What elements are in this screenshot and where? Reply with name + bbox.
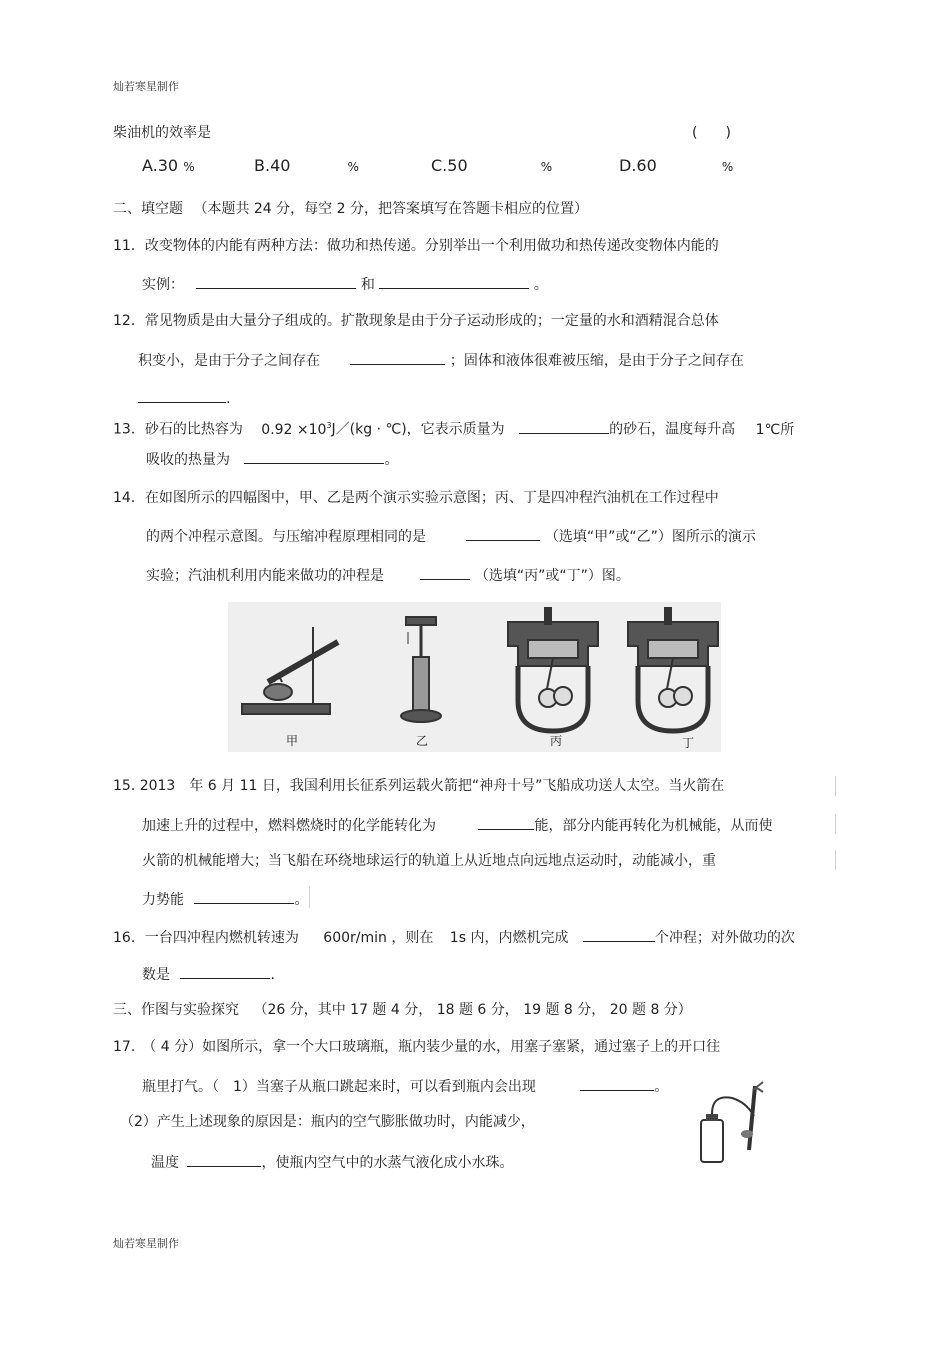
q14-line2 (146, 526, 756, 546)
q10-option-a (142, 157, 195, 176)
q10-option-b (254, 157, 359, 176)
q17-figure (697, 1078, 777, 1168)
q15-border-right-2 (835, 814, 836, 834)
q12-line2 (138, 350, 744, 370)
q17-text-b: 。 (654, 1079, 669, 1095)
q17-text-d: ，使瓶内空气中的水蒸气液化成小水珠。 (261, 1155, 514, 1171)
q17-blank-2[interactable] (187, 1152, 261, 1167)
q17-bottle-pump-drawing (697, 1078, 777, 1168)
q15-text-b: 能，部分内能再转化为机械能，从而使 (534, 818, 773, 834)
q12-line3 (138, 388, 230, 408)
q10-stem: 柴油机的效率是 (113, 125, 211, 141)
q13-end: 。 (384, 452, 399, 468)
q15-line3: 火箭的机械能增大；当飞船在环绕地球运行的轨道上从近地点向远地点运动时，动能减小，重 (142, 853, 716, 869)
q14-text-b: （选填“甲”或“乙”）图所示的演示 (544, 529, 756, 545)
q14-blank-2[interactable] (420, 565, 470, 580)
figure-ding-engine (628, 608, 718, 731)
q11-and: 和 (360, 277, 375, 293)
q12-text-b: ；固体和液体很难被压缩，是由于分子之间存在 (449, 353, 744, 369)
q16-blank-1[interactable] (583, 927, 655, 942)
figure-label-bing: 丙 (550, 734, 563, 748)
figure-label-yi: 乙 (416, 734, 429, 748)
figure-label-ding: 丁 (682, 736, 695, 750)
q17-text-c: 温度 (151, 1155, 179, 1171)
q16-time: 1s (449, 930, 466, 946)
q15-blank-2[interactable] (194, 889, 294, 904)
section3-heading (113, 1001, 692, 1019)
figure-bing-engine (508, 608, 598, 731)
figure-label-jia: 甲 (286, 734, 299, 748)
q17-blank-1[interactable] (580, 1076, 654, 1091)
q14-line3 (146, 565, 630, 585)
q13-blank-mass[interactable] (519, 419, 609, 434)
q16-text-c: 内，内燃机完成 (470, 930, 569, 946)
q15-line4 (142, 889, 308, 909)
q15-border-right-3 (835, 850, 836, 870)
q16-text-a: 16．一台四冲程内燃机转速为 (113, 930, 299, 946)
q16-text-d: 个冲程；对外做功的次 (654, 930, 795, 946)
q13-temp: 1℃所 (755, 421, 795, 438)
page-header: 灿若寒星制作 (113, 80, 179, 93)
q10-option-d (619, 157, 733, 176)
option-d-label: D.60 (619, 156, 657, 175)
figure-yi-apparatus (401, 617, 441, 722)
q13-line1 (113, 417, 794, 439)
q14-line1: 14．在如图所示的四幅图中，甲、乙是两个演示实验示意图；丙、丁是四冲程汽油机在工作过程中 (113, 490, 719, 506)
q14-blank-1[interactable] (466, 526, 540, 541)
q15-text-c: 力势能 (142, 892, 184, 908)
q15-line1: 15. 2013 年 6 月 11 日，我国利用长征系列运载火箭把“神舟十号”飞船成功送人太空。当火箭在 (113, 778, 725, 794)
section3-title: 三、作图与实验探究 (113, 1002, 239, 1018)
q16-line2 (142, 964, 275, 984)
q11-line2 (142, 274, 548, 294)
q15-end: 。 (294, 892, 309, 908)
figure-jia-apparatus (242, 627, 338, 714)
section3-note: （26 分，其中 17 题 4 分， 18 题 6 分， 19 题 8 分， 20 题 8 分） (253, 1002, 692, 1018)
q11-blank-heat[interactable] (379, 274, 529, 289)
q11-prefix: 实例： (142, 277, 184, 293)
q15-border-right-1 (835, 776, 836, 796)
q11-blank-work[interactable] (196, 274, 356, 289)
q11-line1: 11．改变物体的内能有两种方法：做功和热传递。分别举出一个利用做功和热传递改变物体内能的 (113, 238, 719, 254)
q12-line1: 12．常见物质是由大量分子组成的。扩散现象是由于分子运动形成的；一定量的水和酒精混合总体 (113, 313, 719, 329)
q17-line2 (142, 1076, 668, 1096)
q16-end: . (270, 967, 275, 983)
q16-speed: 600r/min (323, 930, 387, 946)
option-a-label: A.30 (142, 156, 179, 175)
q15-blank-1[interactable] (478, 815, 534, 830)
q12-text-a: 积变小，是由于分子之间存在 (138, 353, 320, 369)
q11-end: 。 (533, 277, 548, 293)
q16-blank-2[interactable] (180, 964, 270, 979)
q14-text-c: 实验；汽油机利用内能来做功的冲程是 (146, 568, 384, 584)
q16-text-e: 数是 (142, 967, 170, 983)
option-a-unit: % (183, 160, 195, 174)
q13-line2 (146, 449, 398, 469)
q17-line3: （2）产生上述现象的原因是：瓶内的空气膨胀做功时，内能减少， (120, 1114, 535, 1130)
q16-text-b: ，则在 (391, 930, 434, 946)
section2-heading (113, 200, 588, 218)
option-c-unit: % (540, 160, 553, 174)
q15-border-right-4 (309, 886, 310, 908)
q16-line1 (113, 927, 795, 947)
q13-unit: J／(kg · ℃)，它表示质量为 (331, 421, 505, 438)
q12-blank-2[interactable] (138, 388, 226, 403)
q14-figure (228, 602, 721, 752)
q10-option-c (431, 157, 552, 176)
q17-line4 (151, 1152, 513, 1172)
q12-blank-1[interactable] (350, 350, 445, 365)
q13-text-a: 13．砂石的比热容为 (113, 421, 243, 438)
option-c-label: C.50 (431, 156, 468, 175)
q15-text-a: 加速上升的过程中，燃料燃烧时的化学能转化为 (142, 818, 436, 834)
section2-title: 二、填空题 (113, 201, 183, 217)
q14-text-a: 的两个冲程示意图。与压缩冲程原理相同的是 (146, 529, 426, 545)
option-b-unit: % (347, 160, 359, 174)
q17-text-a: 瓶里打气。（ 1）当塞子从瓶口跳起来时，可以看到瓶内会出现 (142, 1079, 536, 1095)
q13-text-b: 的砂石，温度每升高 (609, 421, 736, 438)
q13-blank-heat[interactable] (244, 449, 384, 464)
q13-text-c: 吸收的热量为 (146, 452, 230, 468)
q17-line1: 17. （ 4 分）如图所示，拿一个大口玻璃瓶，瓶内装少量的水，用塞子塞紧，通过塞子上的开口往 (113, 1039, 721, 1055)
q12-end: . (226, 391, 231, 407)
q14-figure-drawing (228, 602, 721, 752)
q13-value: 0.92 ×10 (261, 421, 327, 438)
q13-exponent: 3 (326, 421, 332, 430)
q15-line2 (142, 815, 772, 835)
q10-answer-paren: ( ) (692, 125, 731, 141)
page-footer: 灿若寒星制作 (113, 1237, 179, 1250)
option-b-label: B.40 (254, 156, 291, 175)
section2-note: （本题共 24 分，每空 2 分，把答案填写在答题卡相应的位置） (193, 201, 588, 217)
q14-text-d: （选填“丙”或“丁”）图。 (474, 568, 630, 584)
option-d-unit: % (721, 160, 734, 174)
